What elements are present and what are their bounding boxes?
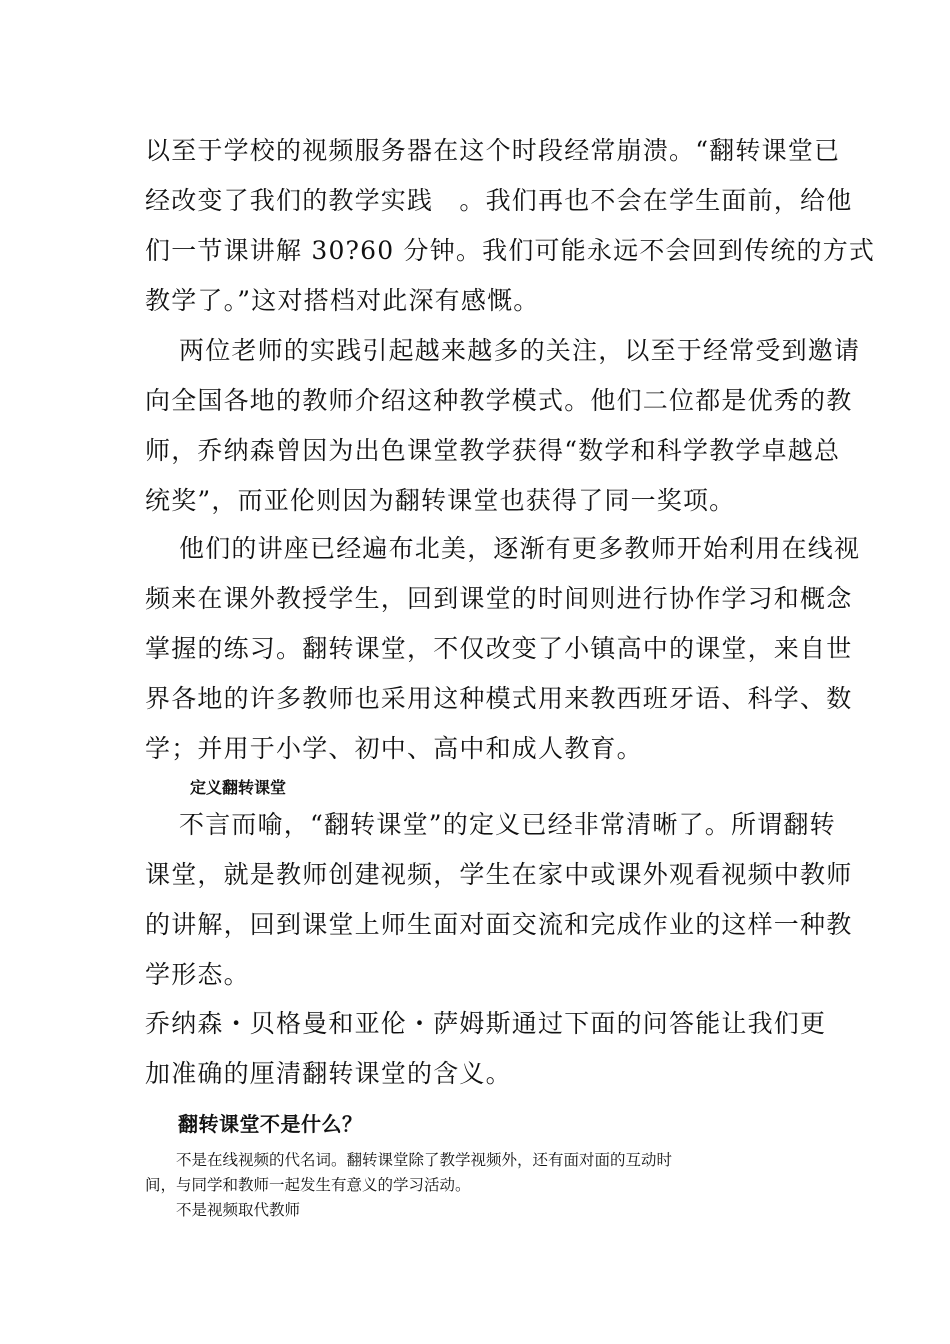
text-line: 们一节课讲解 30?60 分钟。我们可能永远不会回到传统的方式 <box>145 236 876 265</box>
paragraph-4 <box>145 800 853 1000</box>
paragraph-2 <box>145 326 861 526</box>
section-subheading: 定义翻转课堂 <box>190 778 287 797</box>
paragraph-3 <box>145 524 861 774</box>
text-line: 学形态。 <box>145 960 250 989</box>
text-line: 教学了。”这对搭档对此深有感慨。 <box>145 286 540 315</box>
text-line: 课堂，就是教师创建视频，学生在家中或课外观看视频中教师 <box>145 860 853 889</box>
paragraph-7: 不是视频取代教师 <box>176 1201 301 1219</box>
text-line: 向全国各地的教师介绍这种教学模式。他们二位都是优秀的教 <box>145 386 853 415</box>
paragraph-6 <box>145 1148 815 1198</box>
text-line: 统奖”，而亚伦则因为翻转课堂也获得了同一奖项。 <box>145 486 736 515</box>
text-line: 不是在线视频的代名词。翻转课堂除了教学视频外，还有面对面的互动时 <box>176 1151 673 1169</box>
text-line: 频来在课外教授学生，回到课堂的时间则进行协作学习和概念 <box>145 584 853 613</box>
text-line: 掌握的练习。翻转课堂，不仅改变了小镇高中的课堂，来自世 <box>145 634 853 663</box>
text-line: 师，乔纳森曾因为出色课堂教学获得“数学和科学教学卓越总 <box>145 436 841 465</box>
text-line: 学；并用于小学、初中、高中和成人教育。 <box>145 734 643 763</box>
paragraph-1 <box>145 126 876 326</box>
text-line: 以至于学校的视频服务器在这个时段经常崩溃。“翻转课堂已 <box>145 136 841 165</box>
paragraph-5 <box>145 999 835 1099</box>
text-line: 加准确的厘清翻转课堂的含义。 <box>145 1059 512 1088</box>
text-line: 间，与同学和教师一起发生有意义的学习活动。 <box>145 1176 471 1194</box>
text-line: 乔纳森・贝格曼和亚伦・萨姆斯通过下面的问答能让我们更 <box>145 1009 827 1038</box>
text-line: 两位老师的实践引起越来越多的关注，以至于经常受到邀请 <box>179 336 861 365</box>
section-heading: 翻转课堂不是什么？ <box>178 1112 363 1136</box>
text-line: 经改变了我们的教学实践 。我们再也不会在学生面前，给他 <box>145 186 853 215</box>
text-line: 的讲解，回到课堂上师生面对面交流和完成作业的这样一种教 <box>145 910 853 939</box>
text-line: 界各地的许多教师也采用这种模式用来教西班牙语、科学、数 <box>145 684 853 713</box>
text-line: 不言而喻，“翻转课堂”的定义已经非常清晰了。所谓翻转 <box>179 810 836 839</box>
text-line: 他们的讲座已经遍布北美，逐渐有更多教师开始利用在线视 <box>179 534 861 563</box>
